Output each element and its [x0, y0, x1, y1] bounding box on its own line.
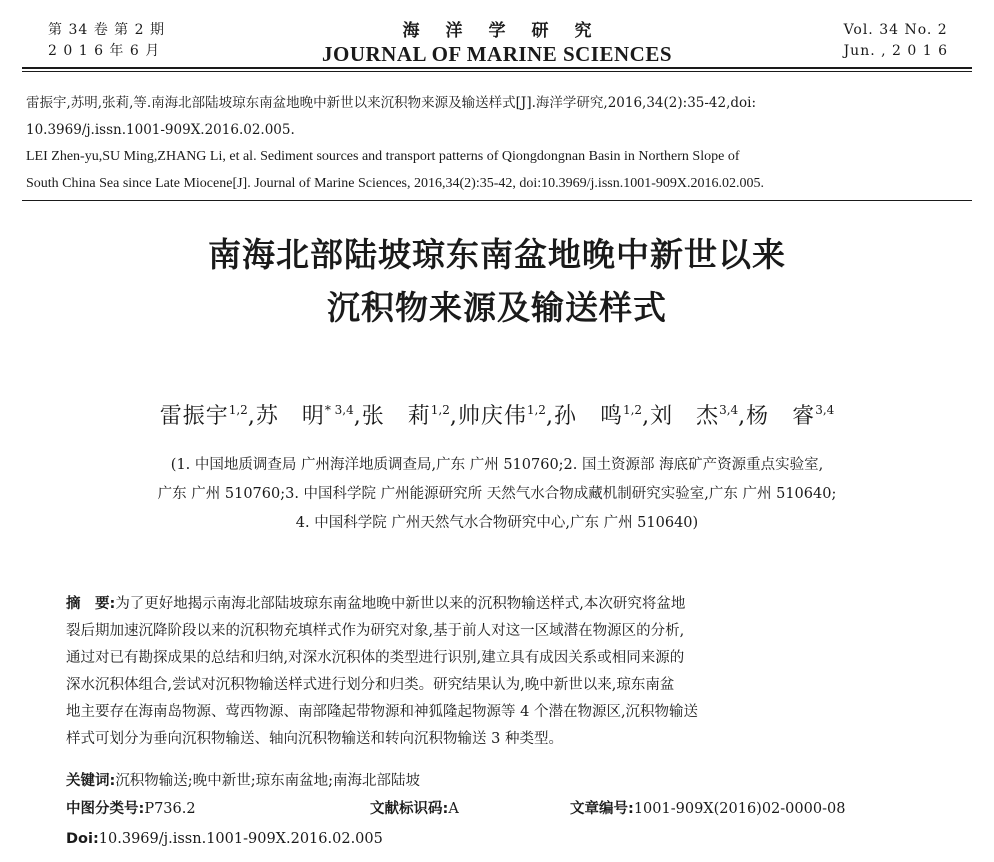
citation-en-line: LEI Zhen-yu,SU Ming,ZHANG Li, et al. Sediment sources and transport patterns of Qiongdongnan Basin in Northern Slope of: [26, 149, 740, 164]
article-number-field: [570, 796, 845, 822]
title-line-2: 沉积物来源及输送样式: [327, 288, 667, 327]
clc-value: P736.2: [144, 801, 196, 817]
author-sep: ,: [642, 404, 651, 429]
citation-cn-line: 雷振宇,苏明,张莉,等.南海北部陆坡琼东南盆地晚中新世以来沉积物来源及输送样式[J].海洋学研究,2016,34(2):35-42,doi:: [26, 95, 757, 111]
keywords: [66, 768, 930, 794]
doi-label: Doi:: [66, 831, 99, 847]
citation-en: [26, 143, 972, 197]
author-affil-mark: 1,2: [526, 403, 546, 417]
author-affil-mark: 1,2: [430, 403, 450, 417]
abstract-text: 为了更好地揭示南海北部陆坡琼东南盆地晚中新世以来的沉积物输送样式,本次研究将盆地: [115, 596, 686, 612]
doc-code-field: [370, 796, 459, 822]
keywords-text: 沉积物输送;晚中新世;琼东南盆地;南海北部陆坡: [115, 773, 420, 789]
clc-label: 中图分类号:: [66, 801, 145, 817]
author-name: 刘 杰: [650, 404, 720, 429]
affiliation-line: 4. 中国科学院 广州天然气水合物研究中心,广东 广州 510640): [295, 515, 699, 531]
abstract-line: 裂后期加速沉降阶段以来的沉积物充填样式作为研究对象,基于前人对这一区域潜在物源区的分析,: [66, 623, 685, 639]
article-number-value: 1001-909X(2016)02-0000-08: [633, 801, 846, 817]
affiliations: [40, 451, 954, 538]
volume-cn: 第 34 卷 第 2 期: [48, 22, 165, 38]
author-name: 孙 鸣: [553, 404, 623, 429]
author-sep: ,: [353, 404, 362, 429]
keywords-label: 关键词:: [66, 773, 116, 789]
affiliation-line: 广东 广州 510760;3. 中国科学院 广州能源研究所 天然气水合物成藏机制研究实验室,广东 广州 510640;: [157, 486, 837, 502]
author-sep: ,: [449, 404, 458, 429]
abstract-line: 深水沉积体组合,尝试对沉积物输送样式进行划分和归类。研究结果认为,晚中新世以来,琼东南盆: [66, 677, 675, 693]
abstract-line: 样式可划分为垂向沉积物输送、轴向沉积物输送和转向沉积物输送 3 种类型。: [66, 731, 563, 747]
abstract-line: [66, 591, 930, 618]
citation-rule: [22, 200, 972, 201]
author-affil-mark: 1,2: [622, 403, 643, 417]
doi-value: 10.3969/j.issn.1001-909X.2016.02.005: [98, 831, 383, 847]
author-affil-mark: 1,2: [228, 403, 248, 417]
journal-name-en: JOURNAL OF MARINE SCIENCES: [321, 42, 672, 66]
title-line-1: 南海北部陆坡琼东南盆地晚中新世以来: [208, 235, 786, 274]
citation-cn: [26, 90, 972, 144]
author-name: 杨 睿: [746, 404, 816, 429]
abstract-line: 地主要存在海南岛物源、莺西物源、南部隆起带物源和神狐隆起物源等 4 个潜在物源区,沉积物输送: [66, 704, 699, 720]
author-name: 张 莉: [361, 404, 431, 429]
citation-cn-line: 10.3969/j.issn.1001-909X.2016.02.005.: [26, 122, 295, 138]
header-rule-thick: [22, 67, 972, 69]
clc-field: [66, 796, 196, 822]
affiliation-line: (1. 中国地质调查局 广州海洋地质调查局,广东 广州 510760;2. 国土资源部 海底矿产资源重点实验室,: [170, 457, 824, 473]
author-list: [0, 392, 994, 435]
author-sep: ,: [738, 404, 747, 429]
date-en: Jun. , 2 0 1 6: [843, 43, 948, 59]
abstract: [66, 591, 930, 753]
abstract-line: 通过对已有勘探成果的总结和归纳,对深水沉积体的类型进行识别,建立具有成因关系或相同来源的: [66, 650, 685, 666]
doc-code-label: 文献标识码:: [370, 801, 449, 817]
abstract-label: 摘 要:: [66, 596, 116, 612]
journal-header: [0, 20, 994, 66]
doi-row: [66, 826, 930, 852]
author-sep: ,: [545, 404, 554, 429]
header-rule-thin: [22, 71, 972, 72]
author-name: 帅庆伟: [457, 404, 527, 429]
author-affil-mark: 3,4: [719, 403, 739, 417]
author-name: 苏 明: [255, 404, 325, 429]
date-cn: 2 0 1 6 年 6 月: [48, 43, 161, 59]
article-number-label: 文章编号:: [570, 801, 634, 817]
author-affil-mark: 3,4: [815, 403, 835, 417]
author-name: 雷振宇: [159, 404, 229, 429]
volume-en: Vol. 34 No. 2: [843, 22, 948, 38]
citation-en-line: South China Sea since Late Miocene[J]. Journal of Marine Sciences, 2016,34(2):35-42, doi:10.3969/j.issn.1001-909X.2016.02.005.: [26, 176, 764, 191]
header-right: [844, 20, 948, 62]
author-sep: ,: [247, 404, 256, 429]
journal-name-cn: 海洋学研究: [402, 21, 618, 41]
author-affil-mark: * 3,4: [324, 403, 354, 417]
doc-code-value: A: [448, 801, 459, 817]
paper-title: [0, 228, 994, 334]
